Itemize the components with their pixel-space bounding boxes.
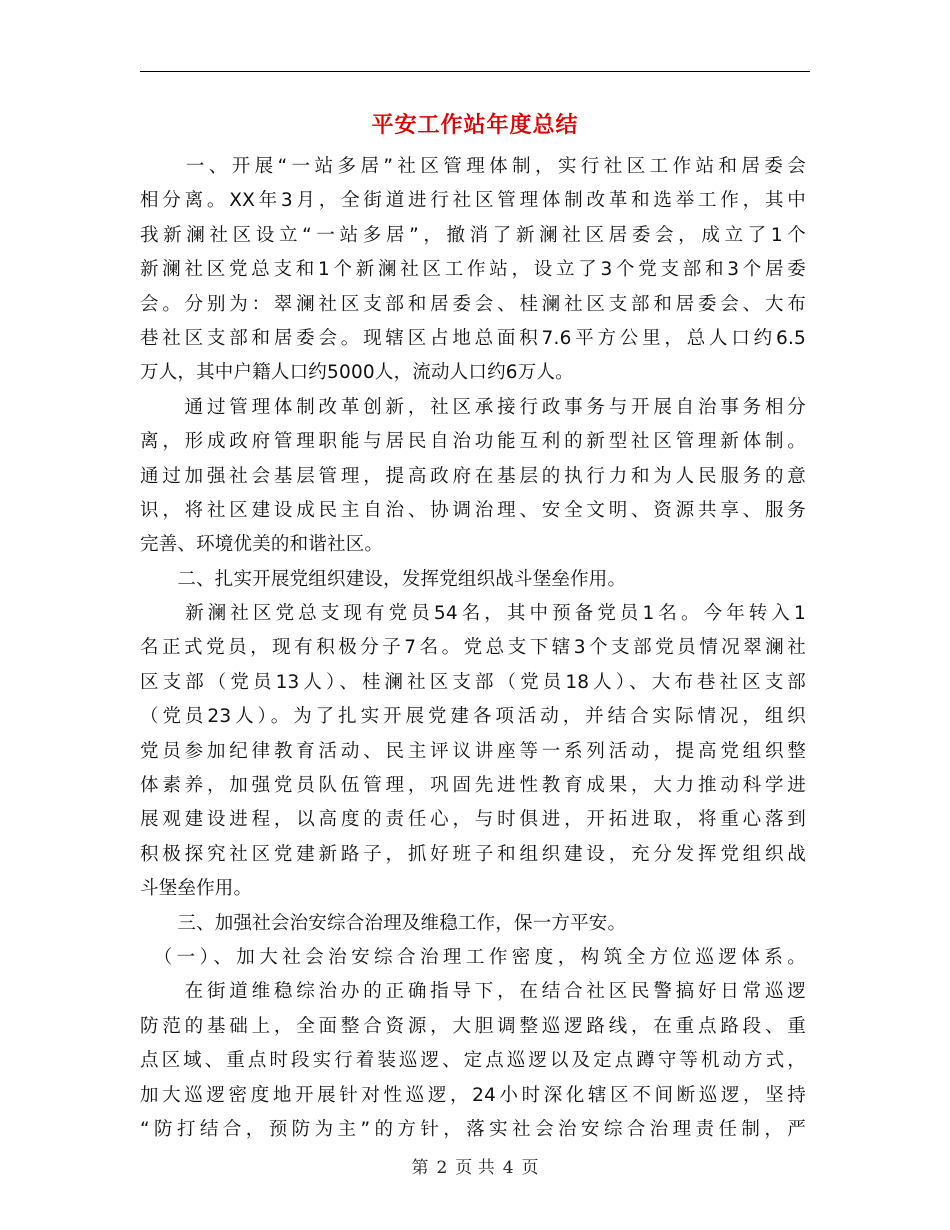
text-line: 体素养，加强党员队伍管理，巩固先进性教育成果，大力推动科学进 (140, 775, 806, 797)
text-line: 通过加强社会基层管理，提高政府在基层的执行力和为人民服务的意 (140, 465, 806, 487)
text-line: 会。分别为：翠澜社区支部和居委会、桂澜社区支部和居委会、大布 (140, 293, 806, 315)
text-line: 完善、环境优美的和谐社区。 (140, 534, 384, 556)
text-line: 点区域、重点时段实行着装巡逻、定点巡逻以及定点蹲守等机动方式， (140, 1050, 806, 1072)
text-line: 积极探究社区党建新路子，抓好班子和组织建设，充分发挥党组织战 (140, 843, 806, 865)
text-line: 识，将社区建设成民主自治、协调治理、安全文明、资源共享、服务 (140, 499, 806, 521)
text-line: 党员参加纪律教育活动、民主评议讲座等一系列活动，提高党组织整 (140, 740, 806, 762)
text-line: （党员23人）。为了扎实开展党建各项活动，并结合实际情况，组织 (140, 706, 806, 728)
document-body (140, 150, 806, 1147)
header-rule (140, 71, 810, 72)
footer-total-pages: 4 (502, 1158, 514, 1178)
text-line: 巷社区支部和居委会。现辖区占地总面积7.6平方公里，总人口约6.5 (140, 327, 806, 349)
text-line: 斗堡垒作用。 (140, 878, 253, 900)
text-line: 万人，其中户籍人口约5000人，流动人口约6万人。 (140, 362, 574, 384)
text-line: 防范的基础上，全面整合资源，大胆调整巡逻路线，在重点路段、重 (140, 1015, 806, 1037)
text-line: 我新澜社区设立“一站多居”，撤消了新澜社区居委会，成立了1个 (140, 224, 806, 246)
text-line: 三、加强社会治安综合治理及维稳工作，保一方平安。 (140, 912, 627, 934)
footer-prefix: 第 (411, 1158, 429, 1178)
text-line: 展观建设进程，以高度的责任心，与时俱进，开拓进取，将重心落到 (140, 809, 806, 831)
page-footer (0, 1153, 950, 1178)
footer-page-number: 2 (436, 1158, 448, 1178)
document-title: 平安工作站年度总结 (371, 112, 579, 138)
text-line: “防打结合，预防为主”的方针，落实社会治安综合治理责任制，严 (140, 1118, 806, 1140)
text-line: 新澜社区党总支现有党员54名，其中预备党员1名。今年转入1 (140, 603, 806, 625)
text-line: 一、开展“一站多居”社区管理体制，实行社区工作站和居委会 (140, 156, 806, 177)
text-line: 相分离。XX年3月，全街道进行社区管理体制改革和选举工作，其中 (140, 190, 806, 212)
text-line: 名正式党员，现有积极分子7名。党总支下辖3个支部党员情况翠澜社 (140, 637, 806, 659)
text-line: 新澜社区党总支和1个新澜社区工作站，设立了3个党支部和3个居委 (140, 259, 806, 281)
text-line: 加大巡逻密度地开展针对性巡逻，24小时深化辖区不间断巡逻，坚持 (140, 1084, 806, 1106)
text-line: （一）、加大社会治安综合治理工作密度，构筑全方位巡逻体系。 (140, 946, 806, 968)
text-line: 通过管理体制改革创新，社区承接行政事务与开展自治事务相分 (140, 396, 806, 418)
text-line: 二、扎实开展党组织建设，发挥党组织战斗堡垒作用。 (140, 568, 627, 590)
text-line: 离，形成政府管理职能与居民自治功能互利的新型社区管理新体制。 (140, 431, 806, 453)
footer-middle: 页 共 (455, 1158, 495, 1178)
footer-suffix: 页 (521, 1158, 539, 1178)
text-line: 在街道维稳综治办的正确指导下，在结合社区民警搞好日常巡逻 (140, 981, 806, 1003)
text-line: 区支部（党员13人）、桂澜社区支部（党员18人）、大布巷社区支部 (140, 671, 806, 693)
